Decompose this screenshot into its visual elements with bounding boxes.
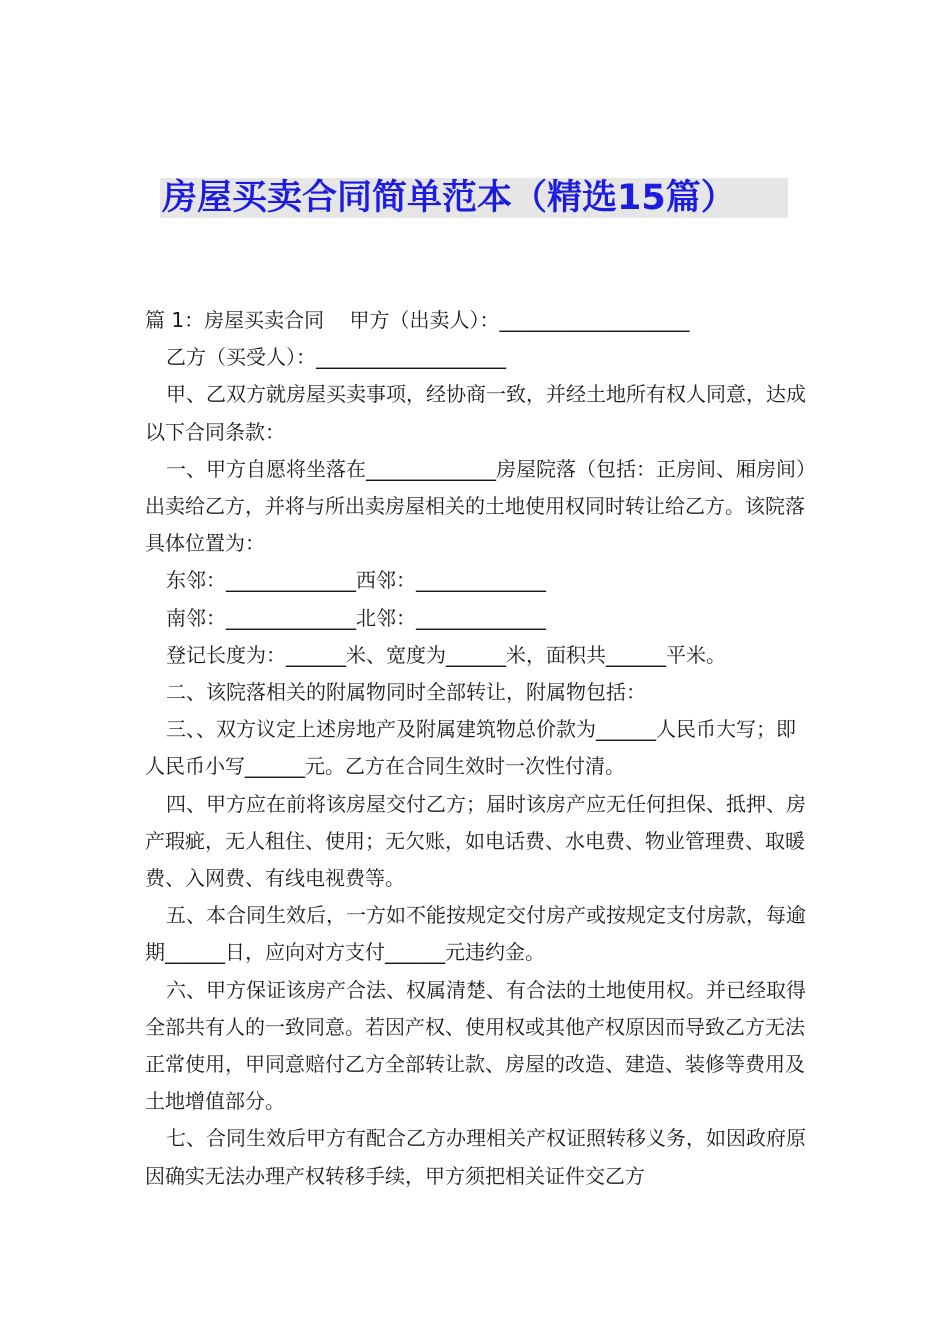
paragraph-party-b: 乙方（买受人）：___________________ bbox=[166, 345, 506, 370]
paragraph-clause-4: 四、甲方应在前将该房屋交付乙方；届时该房产应无任何担保、抵押、房产瑕疵，无人租住、使用；无欠账，如电话费、水电费、物业管理费、取暖费、入网费、有线电视费等。 bbox=[145, 791, 806, 891]
paragraph-clause-7: 七、合同生效后甲方有配合乙方办理相关产权证照转移义务，如因政府原因确实无法办理产权转移手续，甲方须把相关证件交乙方 bbox=[145, 1126, 806, 1188]
document-body bbox=[145, 302, 810, 1195]
document-title: 房屋买卖合同简单范本（精选15篇） bbox=[162, 178, 736, 218]
paragraph-south-north: 南邻：_____________北邻：_____________ bbox=[166, 605, 546, 630]
paragraph-agreement: 甲、乙双方就房屋买卖事项，经协商一致，并经土地所有权人同意，达成以下合同条款： bbox=[145, 382, 806, 444]
paragraph-east-west: 东邻：_____________西邻：_____________ bbox=[166, 568, 546, 593]
paragraph-dimensions: 登记长度为：______米、宽度为______米，面积共______平米。 bbox=[166, 642, 726, 667]
paragraph-clause-1: 一、甲方自愿将坐落在_____________房屋院落（包括：正房间、厢房间）出卖给乙方，并将与所出卖房屋相关的土地使用权同时转让给乙方。该院落具体位置为： bbox=[145, 456, 806, 556]
paragraph-party-a: 篇 1：房屋买卖合同 甲方（出卖人）：___________________ bbox=[145, 308, 690, 332]
paragraph-clause-3: 三、、双方议定上述房地产及附属建筑物总价款为______人民币大写；即人民币小写______元。乙方在合同生效时一次性付清。 bbox=[145, 717, 796, 779]
paragraph-clause-6: 六、甲方保证该房产合法、权属清楚、有合法的土地使用权。并已经取得全部共有人的一致同意。若因产权、使用权或其他产权原因而导致乙方无法正常使用，甲同意赔付乙方全部转让款、房屋的改造、建造、装修等费用及土地增值部分。 bbox=[145, 977, 806, 1114]
paragraph-clause-2: 二、该院落相关的附属物同时全部转让，附属物包括： bbox=[166, 680, 646, 705]
paragraph-clause-5: 五、本合同生效后，一方如不能按规定交付房产或按规定支付房款，每逾期______日，应向对方支付______元违约金。 bbox=[145, 903, 806, 965]
